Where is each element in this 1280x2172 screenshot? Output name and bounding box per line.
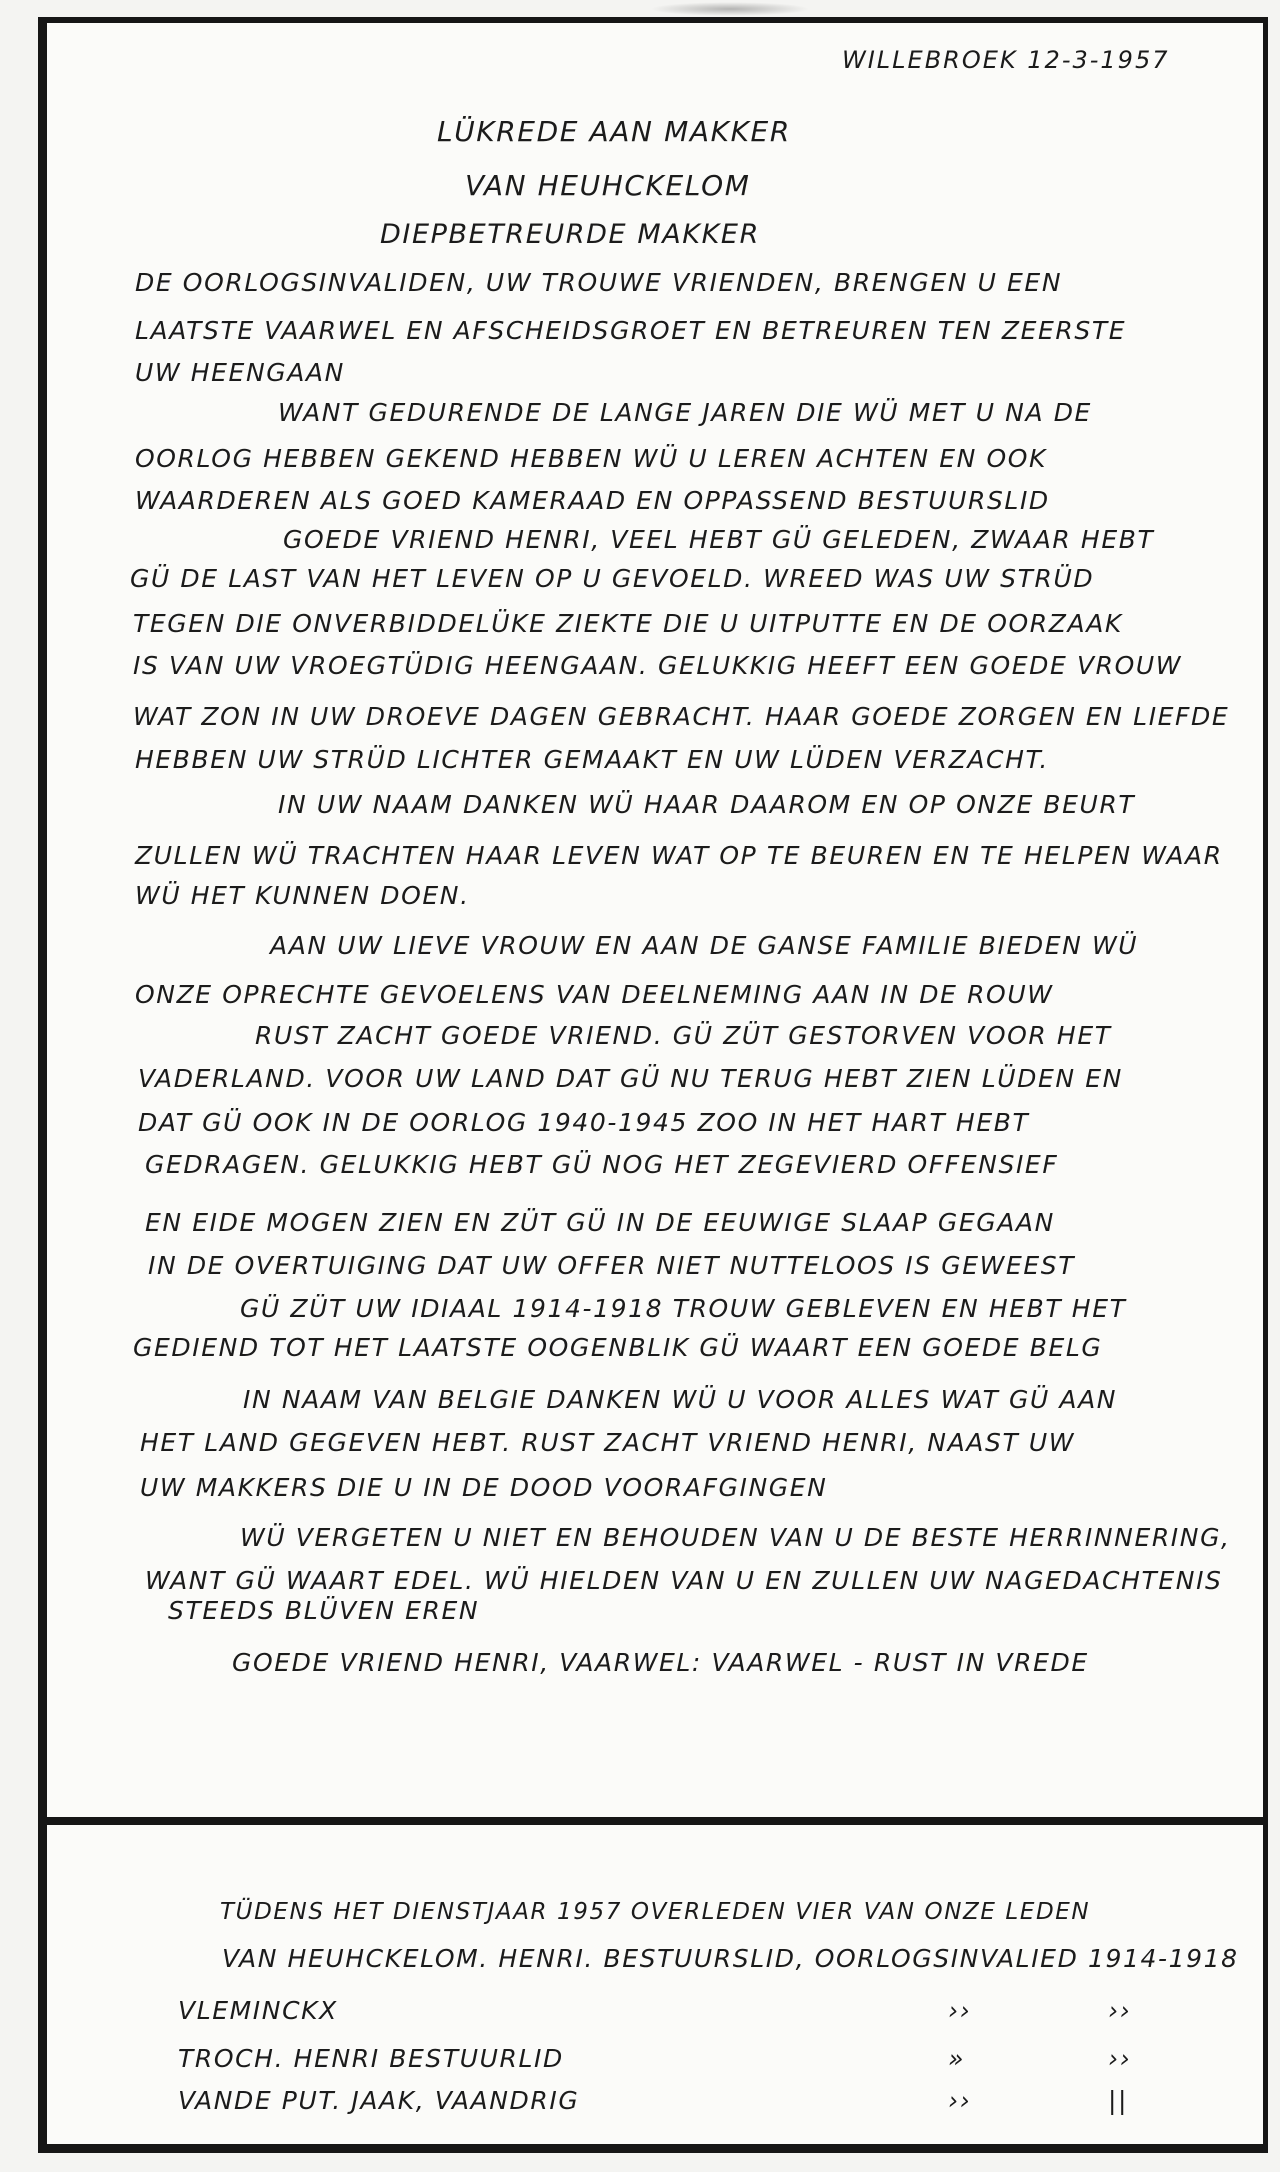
body-line: GEDIEND TOT HET LAATSTE OOGENBLIK GÜ WAART EEN GOEDE BELG [133, 1333, 1103, 1362]
body-line: IS VAN UW VROEGTÜDIG HEENGAAN. GELUKKIG HEEFT EEN GOEDE VROUW [133, 651, 1183, 680]
ditto-mark: ›› [1108, 2044, 1132, 2073]
body-line: TEGEN DIE ONVERBIDDELÜKE ZIEKTE DIE U UITPUTTE EN DE OORZAAK [133, 609, 1123, 638]
title-line-2: VAN HEUHCKELOM [465, 169, 751, 202]
body-line: GOEDE VRIEND HENRI, VAARWEL: VAARWEL - RUST IN VREDE [232, 1648, 1089, 1677]
body-line: LAATSTE VAARWEL EN AFSCHEIDSGROET EN BETREUREN TEN ZEERSTE [135, 316, 1127, 345]
body-line: IN UW NAAM DANKEN WÜ HAAR DAAROM EN OP ONZE BEURT [278, 790, 1136, 819]
body-line: IN NAAM VAN BELGIE DANKEN WÜ U VOOR ALLES WAT GÜ AAN [243, 1385, 1118, 1414]
body-line: ZULLEN WÜ TRACHTEN HAAR LEVEN WAT OP TE BEUREN EN TE HELPEN WAAR [135, 841, 1223, 870]
body-line: HEBBEN UW STRÜD LICHTER GEMAAKT EN UW LÜDEN VERZACHT. [135, 745, 1049, 774]
body-line: WANT GEDURENDE DE LANGE JAREN DIE WÜ MET U NA DE [278, 398, 1092, 427]
body-line: WÜ HET KUNNEN DOEN. [135, 881, 470, 910]
body-line: AAN UW LIEVE VROUW EN AAN DE GANSE FAMILIE BIEDEN WÜ [270, 931, 1139, 960]
body-line: GOEDE VRIEND HENRI, VEEL HEBT GÜ GELEDEN, ZWAAR HEBT [283, 525, 1155, 554]
body-line: WÜ VERGETEN U NIET EN BEHOUDEN VAN U DE BESTE HERRINNERING, [240, 1523, 1231, 1552]
deceased-name: TROCH. HENRI BESTUURLID [178, 2044, 564, 2073]
ditto-mark: || [1108, 2086, 1129, 2115]
body-line: WAT ZON IN UW DROEVE DAGEN GEBRACHT. HAAR GOEDE ZORGEN EN LIEFDE [133, 702, 1230, 731]
ditto-mark: » [948, 2044, 966, 2073]
body-line: WANT GÜ WAART EDEL. WÜ HIELDEN VAN U EN ZULLEN UW NAGEDACHTENIS [145, 1566, 1223, 1595]
body-line: STEEDS BLÜVEN EREN [168, 1596, 480, 1625]
body-line: IN DE OVERTUIGING DAT UW OFFER NIET NUTTELOOS IS GEWEEST [148, 1251, 1076, 1280]
ditto-mark: ›› [1108, 1996, 1132, 2025]
title-line-1: LÜKREDE AAN MAKKER [437, 115, 791, 148]
body-line: RUST ZACHT GOEDE VRIEND. GÜ ZÜT GESTORVEN VOOR HET [255, 1021, 1112, 1050]
body-line: HET LAND GEGEVEN HEBT. RUST ZACHT VRIEND HENRI, NAAST UW [140, 1428, 1076, 1457]
salutation: DIEPBETREURDE MAKKER [380, 219, 760, 250]
deceased-row [178, 2046, 1218, 2080]
body-line: EN EIDE MOGEN ZIEN EN ZÜT GÜ IN DE EEUWIGE SLAAP GEGAAN [145, 1208, 1055, 1237]
deceased-name: VLEMINCKX [178, 1996, 338, 2025]
body-line: OORLOG HEBBEN GEKEND HEBBEN WÜ U LEREN ACHTEN EN OOK [135, 444, 1048, 473]
body-line: ONZE OPRECHTE GEVOELENS VAN DEELNEMING AAN IN DE ROUW [135, 980, 1054, 1009]
ditto-mark: ›› [948, 1996, 972, 2025]
deceased-intro: TÜDENS HET DIENSTJAAR 1957 OVERLEDEN VIER VAN ONZE LEDEN [220, 1899, 1091, 1925]
body-line: VADERLAND. VOOR UW LAND DAT GÜ NU TERUG HEBT ZIEN LÜDEN EN [138, 1064, 1123, 1093]
body-line: WAARDEREN ALS GOED KAMERAAD EN OPPASSEND BESTUURSLID [135, 486, 1050, 515]
scan-smudge [650, 2, 810, 16]
deceased-row [178, 2088, 1218, 2122]
body-line: GÜ DE LAST VAN HET LEVEN OP U GEVOELD. WREED WAS UW STRÜD [130, 564, 1095, 593]
ditto-mark: ›› [948, 2086, 972, 2115]
section-divider [47, 1817, 1263, 1825]
body-line: DE OORLOGSINVALIDEN, UW TROUWE VRIENDEN, BRENGEN U EEN [135, 268, 1063, 297]
body-line: DAT GÜ OOK IN DE OORLOG 1940-1945 ZOO IN HET HART HEBT [138, 1108, 1030, 1137]
body-line: GÜ ZÜT UW IDIAAL 1914-1918 TROUW GEBLEVEN EN HEBT HET [240, 1294, 1127, 1323]
deceased-name: VANDE PUT. JAAK, VAANDRIG [178, 2086, 580, 2115]
body-line: UW MAKKERS DIE U IN DE DOOD VOORAFGINGEN [140, 1473, 828, 1502]
body-line: UW HEENGAAN [135, 358, 345, 387]
deceased-row [178, 1998, 1218, 2032]
body-line: GEDRAGEN. GELUKKIG HEBT GÜ NOG HET ZEGEVIERD OFFENSIEF [145, 1150, 1059, 1179]
deceased-first-member: VAN HEUHCKELOM. HENRI. BESTUURSLID, OORLOGSINVALIED 1914-1918 [222, 1944, 1239, 1973]
place-date: WILLEBROEK 12-3-1957 [842, 46, 1170, 74]
